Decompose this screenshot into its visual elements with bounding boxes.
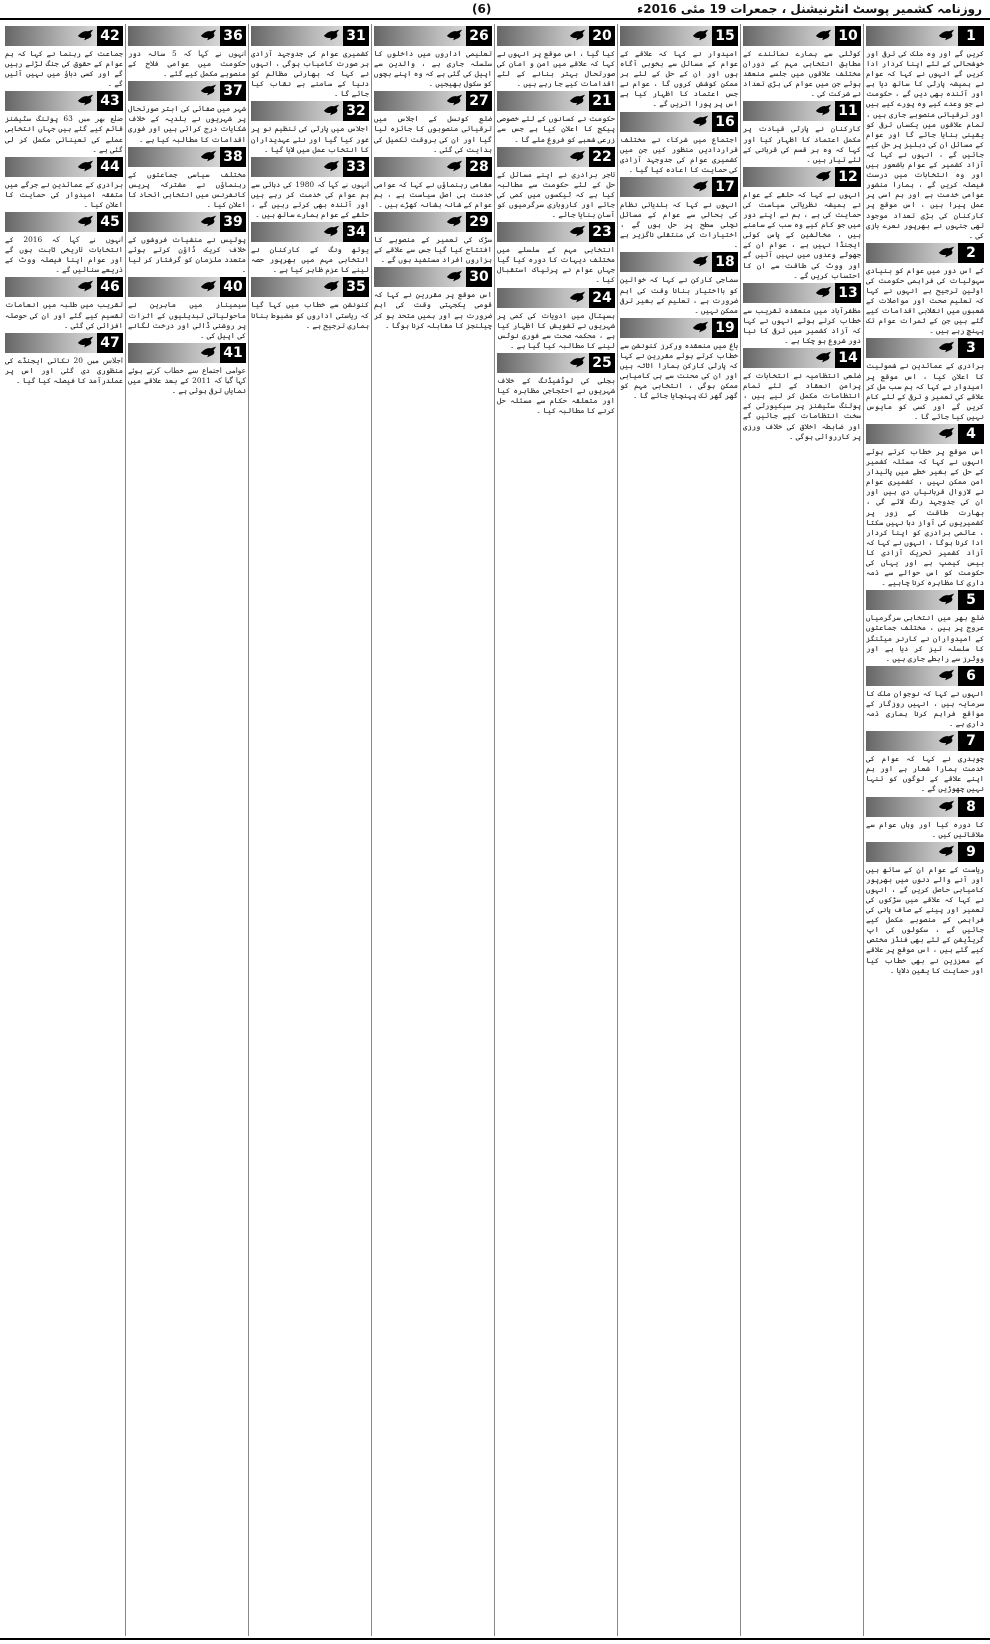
item-number: 43 bbox=[97, 91, 123, 111]
item-text: انہوں نے کہا کہ 5 سالہ دور حکومت میں عوامی فلاح کے منصوبے مکمل کیے گئے ۔ bbox=[128, 49, 246, 79]
item-number-bar bbox=[866, 243, 984, 263]
news-column bbox=[374, 24, 492, 1636]
item-number-bar bbox=[497, 353, 615, 373]
item-number: 20 bbox=[589, 26, 615, 46]
item-text: کا دورہ کیا اور وہاں عوام سے ملاقاتیں کیں ۔ bbox=[866, 819, 984, 839]
dove-icon bbox=[77, 279, 95, 293]
item-text: انہوں نے کہا کہ بلدیاتی نظام کی بحالی سے عوام کے مسائل نچلی سطح پر حل ہوں گے ، اختیارات کی منتقلی ناگزیر ہے ۔ bbox=[620, 199, 738, 250]
item-text: ضلع بھر میں انتخابی سرگرمیاں عروج پر ہیں ، مختلف جماعتوں کے امیدواران نے کارنر میٹنگز کا سلسلہ تیز کر دیا ہے اور ووٹرز سے رابطے جاری ہیں ۔ bbox=[866, 613, 984, 663]
news-item bbox=[866, 338, 984, 422]
news-item bbox=[128, 81, 246, 144]
item-number: 30 bbox=[466, 267, 492, 287]
column-rule bbox=[125, 24, 126, 1636]
dove-icon bbox=[938, 340, 956, 354]
item-number-bar bbox=[743, 283, 861, 303]
item-number-bar bbox=[866, 424, 984, 444]
item-text: سماجی کارکن نے کہا کہ خواتین کو بااختیار بنانا وقت کی اہم ضرورت ہے ، تعلیم کے بغیر ترقی ممکن نہیں ۔ bbox=[620, 275, 738, 315]
news-item bbox=[374, 26, 492, 89]
dove-icon bbox=[446, 269, 464, 283]
item-text: کارکنان نے پارٹی قیادت پر مکمل اعتماد کا اظہار کیا اور کہا کہ وہ ہر قسم کی قربانی کے لئے تیار ہیں ۔ bbox=[743, 124, 861, 164]
item-text: اجلاس میں 20 نکاتی ایجنڈے کی منظوری دی گئی اور اس پر عملدرآمد کا فیصلہ کیا گیا ۔ bbox=[5, 355, 123, 385]
news-item bbox=[128, 147, 246, 210]
item-number: 47 bbox=[97, 333, 123, 353]
news-item bbox=[866, 842, 984, 976]
dove-icon bbox=[692, 320, 710, 334]
dove-icon bbox=[815, 285, 833, 299]
news-item bbox=[620, 318, 738, 402]
news-item bbox=[251, 157, 369, 220]
item-number-bar bbox=[866, 338, 984, 358]
column-rule bbox=[863, 24, 864, 1636]
item-number: 9 bbox=[958, 842, 984, 862]
news-item bbox=[497, 26, 615, 89]
item-number: 44 bbox=[97, 157, 123, 177]
item-number-bar bbox=[866, 666, 984, 686]
dove-icon bbox=[815, 169, 833, 183]
dove-icon bbox=[815, 350, 833, 364]
column-rule bbox=[617, 24, 618, 1636]
column-rule bbox=[371, 24, 372, 1636]
dove-icon bbox=[77, 159, 95, 173]
item-number: 18 bbox=[712, 252, 738, 272]
dove-icon bbox=[446, 159, 464, 173]
news-item bbox=[5, 91, 123, 154]
dove-icon bbox=[569, 149, 587, 163]
item-text: اس موقع پر مقررین نے کہا کہ قومی یکجہتی وقت کی اہم ضرورت ہے اور ہمیں متحد ہو کر چیلنجز کا مقابلہ کرنا ہوگا ۔ bbox=[374, 290, 492, 330]
item-text: انتخابی مہم کے سلسلے میں مختلف دیہات کا دورہ کیا گیا جہاں عوام نے پرتپاک استقبال کیا ۔ bbox=[497, 245, 615, 285]
item-number-bar bbox=[251, 26, 369, 46]
item-number-bar bbox=[866, 26, 984, 46]
item-number-bar bbox=[5, 277, 123, 297]
item-number-bar bbox=[620, 26, 738, 46]
dove-icon bbox=[200, 83, 218, 97]
item-number: 22 bbox=[589, 147, 615, 167]
news-item bbox=[620, 252, 738, 315]
dove-icon bbox=[692, 114, 710, 128]
item-text: ضلعی انتظامیہ نے انتخابات کے پرامن انعقاد کے لئے تمام انتظامات مکمل کر لیے ہیں ، پولنگ سٹیشنز پر سیکیورٹی کے سخت انتظامات کیے جائیں گے اور ضابطہ اخلاق کی خلاف ورزی پر کارروائی ہوگی ۔ bbox=[743, 371, 861, 441]
item-number: 21 bbox=[589, 91, 615, 111]
item-number: 40 bbox=[220, 277, 246, 297]
item-text: کے اس دور میں عوام کو بنیادی سہولیات کی فراہمی حکومت کی اولین ترجیح ہے انہوں نے کہا کہ تعلیم صحت اور مواصلات کے شعبوں میں انقلابی اقدامات کیے گئے ہیں جن کے ثمرات عوام تک پہنچ رہے ہیں ۔ bbox=[866, 265, 984, 336]
item-text: انہوں نے کہا کہ 1980 کی دہائی سے ہم عوام کی خدمت کر رہے ہیں اور آئندہ بھی کرتے رہیں گے ، حلقے کے عوام ہمارے ساتھ ہیں ۔ bbox=[251, 179, 369, 220]
column-rule bbox=[740, 24, 741, 1636]
news-item bbox=[251, 26, 369, 99]
item-number-bar bbox=[251, 101, 369, 121]
news-column bbox=[743, 24, 861, 1636]
item-number-bar bbox=[620, 318, 738, 338]
item-number-bar bbox=[128, 81, 246, 101]
news-item bbox=[866, 424, 984, 588]
item-number-bar bbox=[620, 252, 738, 272]
item-text: بجلی کی لوڈشیڈنگ کے خلاف شہریوں نے احتجاجی مظاہرہ کیا اور متعلقہ حکام سے مسئلہ حل کرنے کا مطالبہ کیا ۔ bbox=[497, 375, 615, 416]
item-text: اجتماع میں شرکاء نے مختلف قراردادیں منظور کیں جن میں کشمیری عوام کی جدوجہد آزادی کی حمایت کا اعادہ کیا گیا ۔ bbox=[620, 134, 738, 174]
item-number-bar bbox=[128, 212, 246, 232]
dove-icon bbox=[446, 28, 464, 42]
item-number: 5 bbox=[958, 590, 984, 610]
item-number: 8 bbox=[958, 797, 984, 817]
news-column bbox=[128, 24, 246, 1636]
dove-icon bbox=[323, 159, 341, 173]
item-text: برادری کے عمائدین نے جرگے میں متفقہ امیدوار کی حمایت کا اعلان کیا ۔ bbox=[5, 179, 123, 209]
news-item bbox=[497, 147, 615, 220]
dove-icon bbox=[200, 28, 218, 42]
item-number: 11 bbox=[835, 101, 861, 121]
item-text: ضلع کونسل کے اجلاس میں ترقیاتی منصوبوں کا جائزہ لیا گیا اور ان کی بروقت تکمیل کی ہدایت کی گئی ۔ bbox=[374, 114, 492, 154]
item-number: 1 bbox=[958, 26, 984, 46]
news-item bbox=[866, 666, 984, 729]
item-number: 33 bbox=[343, 157, 369, 177]
item-text: حکومت نے کسانوں کے لئے خصوصی پیکج کا اعلان کیا ہے جس سے زرعی شعبے کو فروغ ملے گا ۔ bbox=[497, 114, 615, 144]
item-text: کشمیری عوام کی جدوجہد آزادی ہر صورت کامیاب ہوگی ، انہوں نے کہا کہ بھارتی مظالم کو دنیا کے سامنے بے نقاب کیا جائے گا ۔ bbox=[251, 49, 369, 99]
item-text: کنونشن سے خطاب میں کہا گیا کہ ریاستی اداروں کو مضبوط بنانا ہماری ترجیح ہے ۔ bbox=[251, 300, 369, 330]
news-item bbox=[374, 91, 492, 154]
item-number-bar bbox=[497, 222, 615, 242]
news-item bbox=[251, 277, 369, 330]
dove-icon bbox=[200, 149, 218, 163]
item-number: 41 bbox=[220, 343, 246, 363]
item-text: سڑک کی تعمیر کے منصوبے کا افتتاح کیا گیا جس سے علاقے کے ہزاروں افراد مستفید ہوں گے ۔ bbox=[374, 235, 492, 265]
item-number-bar bbox=[5, 212, 123, 232]
item-number-bar bbox=[128, 343, 246, 363]
item-number-bar bbox=[743, 26, 861, 46]
news-item bbox=[743, 26, 861, 99]
news-item bbox=[497, 288, 615, 351]
page-number: (6) bbox=[472, 2, 492, 16]
dove-icon bbox=[200, 345, 218, 359]
item-number: 34 bbox=[343, 222, 369, 242]
item-number: 3 bbox=[958, 338, 984, 358]
dove-icon bbox=[569, 355, 587, 369]
item-text: برادری کے عمائدین نے شمولیت کا اعلان کیا ، اس موقع پر امیدوار نے کہا کہ ہم سب مل کر علاقے کی تعمیر و ترقی کے لئے کام کریں گے اور کسی کو مایوس نہیں کیا جائے گا ۔ bbox=[866, 361, 984, 421]
item-number: 45 bbox=[97, 212, 123, 232]
news-column bbox=[251, 24, 369, 1636]
item-text: اجلاس میں پارٹی کی تنظیم نو پر غور کیا گیا اور نئے عہدیداران کا انتخاب عمل میں لایا گیا ۔ bbox=[251, 124, 369, 154]
dove-icon bbox=[938, 799, 956, 813]
news-item bbox=[866, 731, 984, 794]
news-item bbox=[620, 112, 738, 175]
item-number: 28 bbox=[466, 157, 492, 177]
news-item bbox=[743, 167, 861, 281]
bottom-rule bbox=[0, 1638, 990, 1640]
dove-icon bbox=[692, 254, 710, 268]
masthead bbox=[0, 0, 990, 20]
item-number: 27 bbox=[466, 91, 492, 111]
column-rule bbox=[248, 24, 249, 1636]
item-text: یوتھ ونگ کے کارکنان نے انتخابی مہم میں بھرپور حصہ لینے کا عزم ظاہر کیا ہے ۔ bbox=[251, 245, 369, 275]
dove-icon bbox=[77, 93, 95, 107]
dove-icon bbox=[569, 28, 587, 42]
item-number-bar bbox=[5, 333, 123, 353]
item-number: 37 bbox=[220, 81, 246, 101]
item-number-bar bbox=[374, 91, 492, 111]
news-column bbox=[620, 24, 738, 1636]
item-number-bar bbox=[5, 157, 123, 177]
dove-icon bbox=[692, 179, 710, 193]
dove-icon bbox=[938, 844, 956, 858]
item-text: کوٹلی سے ہمارے نمائندے کے مطابق انتخابی مہم کے دوران مختلف علاقوں میں جلسے منعقد ہوئے جن میں عوام کی بڑی تعداد نے شرکت کی ۔ bbox=[743, 49, 861, 99]
news-item bbox=[866, 243, 984, 337]
item-text: انہوں نے کہا کہ حلقے کے عوام نے ہمیشہ نظریاتی سیاست کی حمایت کی ہے ، ہم نے اپنے دور میں جو کام کیے وہ سب کے سامنے ہیں ، مخالفین کے پاس کوئی ایجنڈا نہیں ہے ، عوام ان کے جھوٹے وعدوں میں نہیں آئیں گے اور ووٹ کی طاقت سے ان کا احتساب کریں گے ۔ bbox=[743, 189, 861, 280]
item-number-bar bbox=[374, 157, 492, 177]
item-text: تعلیمی اداروں میں داخلوں کا سلسلہ جاری ہے ، والدین سے اپیل کی گئی ہے کہ وہ اپنے بچوں کو سکول بھیجیں ۔ bbox=[374, 49, 492, 89]
news-item bbox=[251, 101, 369, 154]
news-item bbox=[497, 91, 615, 144]
news-column bbox=[5, 24, 123, 1636]
item-number-bar bbox=[5, 91, 123, 111]
item-number-bar bbox=[497, 288, 615, 308]
item-text: سیمینار میں ماہرین نے ماحولیاتی تبدیلیوں کے اثرات پر روشنی ڈالی اور درخت لگانے کی اپیل کی ۔ bbox=[128, 300, 246, 340]
news-item bbox=[5, 26, 123, 89]
item-text: ضلع بھر میں 63 پولنگ سٹیشنز قائم کیے گئے ہیں جہاں انتخابی عملے کی تعیناتی مکمل کر لی گئی ہے ۔ bbox=[5, 114, 123, 154]
dove-icon bbox=[815, 103, 833, 117]
dove-icon bbox=[938, 245, 956, 259]
item-number: 32 bbox=[343, 101, 369, 121]
news-item bbox=[866, 590, 984, 663]
dove-icon bbox=[938, 592, 956, 606]
item-number-bar bbox=[374, 212, 492, 232]
item-number: 23 bbox=[589, 222, 615, 242]
item-text: انہوں نے کہا کہ 2016 کے انتخابات تاریخی ثابت ہوں گے اور عوام اپنا فیصلہ ووٹ کے ذریعے سنائیں گے ۔ bbox=[5, 235, 123, 275]
item-text: ہسپتال میں ادویات کی کمی پر شہریوں نے تشویش کا اظہار کیا ہے ، محکمہ صحت سے فوری نوٹس لینے کا مطالبہ کیا گیا ہے ۔ bbox=[497, 310, 615, 350]
item-number-bar bbox=[251, 157, 369, 177]
item-number: 38 bbox=[220, 147, 246, 167]
item-number: 12 bbox=[835, 167, 861, 187]
item-text: کیا گیا ، اس موقع پر انہوں نے کہا کہ علاقے میں امن و امان کی صورتحال بہتر بنانے کے لئے اقدامات کیے جا رہے ہیں ۔ bbox=[497, 49, 615, 89]
dove-icon bbox=[77, 28, 95, 42]
item-number-bar bbox=[620, 177, 738, 197]
item-number: 6 bbox=[958, 666, 984, 686]
news-item bbox=[374, 212, 492, 265]
dove-icon bbox=[323, 103, 341, 117]
dove-icon bbox=[938, 733, 956, 747]
item-number-bar bbox=[743, 167, 861, 187]
news-item bbox=[5, 277, 123, 330]
dove-icon bbox=[569, 93, 587, 107]
news-item bbox=[5, 333, 123, 386]
item-text: پولیس نے منشیات فروشوں کے خلاف کریک ڈاؤن کرتے ہوئے متعدد ملزمان کو گرفتار کر لیا ۔ bbox=[128, 235, 246, 275]
news-item bbox=[374, 267, 492, 330]
dove-icon bbox=[938, 28, 956, 42]
item-number: 36 bbox=[220, 26, 246, 46]
item-number: 25 bbox=[589, 353, 615, 373]
item-number: 19 bbox=[712, 318, 738, 338]
item-number-bar bbox=[497, 26, 615, 46]
item-number: 7 bbox=[958, 731, 984, 751]
item-number: 14 bbox=[835, 348, 861, 368]
news-item bbox=[497, 222, 615, 285]
item-number: 15 bbox=[712, 26, 738, 46]
item-text: مختلف سیاسی جماعتوں کے رہنماؤں نے مشترکہ پریس کانفرنس میں انتخابی اتحاد کا اعلان کیا ۔ bbox=[128, 169, 246, 209]
item-number-bar bbox=[866, 590, 984, 610]
news-item bbox=[128, 26, 246, 79]
item-number: 39 bbox=[220, 212, 246, 232]
news-item bbox=[620, 26, 738, 110]
news-item bbox=[866, 26, 984, 241]
dove-icon bbox=[77, 335, 95, 349]
dove-icon bbox=[938, 668, 956, 682]
dove-icon bbox=[323, 224, 341, 238]
news-item bbox=[251, 222, 369, 275]
item-number-bar bbox=[128, 147, 246, 167]
dove-icon bbox=[200, 214, 218, 228]
item-text: کریں گے اور وہ ملک کی ترقی اور خوشحالی کے لئے اپنا کردار ادا کریں گے انہوں نے کہا کہ عوام نے ہمیشہ پارٹی کا ساتھ دیا ہے اور آئندہ بھی دیں گے ، حکومت نے جو وعدے کیے وہ پورے کیے ہیں اور ترقیاتی منصوبے جاری ہیں ، تمام علاقوں میں یکساں ترقی کو یقینی بنایا جائے گا اور عوام کے مسائل ان کی دہلیز پر حل کیے جائیں گے ، انہوں نے کہا کہ آزاد کشمیر کے عوام باشعور ہیں اور وہ انتخابات میں درست فیصلہ کریں گے ، ہمارا منشور عوامی خدمت ہے اور ہم اسی پر عمل پیرا ہیں ، اس موقع پر کارکنان کی بڑی تعداد موجود تھی جنہوں نے بھرپور نعرے بازی کی ۔ bbox=[866, 49, 984, 240]
item-text: شہر میں صفائی کی ابتر صورتحال پر شہریوں نے بلدیہ کے خلاف شکایات درج کرائی ہیں اور فوری اقدامات کا مطالبہ کیا ہے ۔ bbox=[128, 104, 246, 144]
news-column bbox=[866, 24, 984, 1636]
item-text: عوامی اجتماع سے خطاب کرتے ہوئے کہا گیا کہ 2011 کے بعد علاقے میں نمایاں ترقی ہوئی ہے ۔ bbox=[128, 365, 246, 395]
item-number: 2 bbox=[958, 243, 984, 263]
item-number: 42 bbox=[97, 26, 123, 46]
item-number: 17 bbox=[712, 177, 738, 197]
news-item bbox=[128, 212, 246, 275]
dove-icon bbox=[200, 279, 218, 293]
news-item bbox=[743, 283, 861, 346]
news-item bbox=[620, 177, 738, 250]
item-number: 4 bbox=[958, 424, 984, 444]
dove-icon bbox=[323, 28, 341, 42]
item-number: 16 bbox=[712, 112, 738, 132]
item-number-bar bbox=[497, 91, 615, 111]
dove-icon bbox=[323, 279, 341, 293]
item-number: 10 bbox=[835, 26, 861, 46]
item-number-bar bbox=[251, 277, 369, 297]
item-number-bar bbox=[866, 842, 984, 862]
news-item bbox=[866, 797, 984, 840]
item-number: 35 bbox=[343, 277, 369, 297]
item-text: ریاست کے عوام ان کے ساتھ ہیں اور آنے والے دنوں میں بھرپور کامیابی حاصل کریں گے ، انہوں نے کہا کہ علاقے میں سڑکوں کی تعمیر اور پینے کے صاف پانی کی فراہمی کے منصوبے مکمل کیے جائیں گے ، سکولوں کی اپ گریڈیشن کے لئے بھی فنڈز مختص کیے گئے ہیں ، اس موقع پر علاقے کے معززین نے بھی خطاب کیا اور حمایت کا یقین دلایا ۔ bbox=[866, 864, 984, 975]
news-item bbox=[128, 343, 246, 396]
news-item bbox=[5, 212, 123, 275]
item-text: اس موقع پر خطاب کرتے ہوئے انہوں نے کہا کہ مسئلہ کشمیر کے حل کے بغیر خطے میں پائیدار امن ممکن نہیں ، کشمیری عوام نے لازوال قربانیاں دی ہیں اور ان کی جدوجہد رنگ لائے گی ، بھارت طاقت کے زور پر کشمیریوں کی آواز دبا نہیں سکتا ، عالمی برادری کو اپنا کردار ادا کرنا ہوگا ، انہوں نے کہا کہ آزاد کشمیر تحریک آزادی کا بیس کیمپ ہے اور یہاں کی حکومت کو اس حوالے سے ذمہ داری کا مظاہرہ کرنا چاہیے ۔ bbox=[866, 447, 984, 588]
item-text: چوہدری نے کہا کہ عوام کی خدمت ہمارا شعار ہے اور ہم اپنے علاقے کے لوگوں کو تنہا نہیں چھوڑیں گے ۔ bbox=[866, 754, 984, 794]
item-number-bar bbox=[128, 26, 246, 46]
item-number-bar bbox=[743, 101, 861, 121]
item-number: 31 bbox=[343, 26, 369, 46]
dove-icon bbox=[692, 28, 710, 42]
item-number-bar bbox=[5, 26, 123, 46]
news-item bbox=[5, 157, 123, 210]
item-number-bar bbox=[374, 26, 492, 46]
item-text: تاجر برادری نے اپنے مسائل کے حل کے لئے حکومت سے مطالبہ کیا ہے کہ ٹیکسوں میں کمی کی جائے اور کاروباری سرگرمیوں کو آسان بنایا جائے ۔ bbox=[497, 169, 615, 220]
item-number-bar bbox=[866, 731, 984, 751]
item-text: انہوں نے کہا کہ نوجوان ملک کا سرمایہ ہیں ، انہیں روزگار کے مواقع فراہم کرنا ہماری ذمہ داری ہے ۔ bbox=[866, 688, 984, 729]
news-column bbox=[497, 24, 615, 1636]
item-text: امیدوار نے کہا کہ علاقے کے عوام کے مسائل سے بخوبی آگاہ ہوں اور ان کے حل کے لئے ہر ممکن کوشش کروں گا ، عوام نے جس اعتماد کا اظہار کیا ہے اس پر پورا اتریں گے ۔ bbox=[620, 49, 738, 109]
dove-icon bbox=[569, 290, 587, 304]
dove-icon bbox=[569, 224, 587, 238]
item-text: مقامی رہنماؤں نے کہا کہ عوامی خدمت ہی اصل سیاست ہے ، ہم عوام کے شانہ بشانہ کھڑے ہیں ۔ bbox=[374, 179, 492, 209]
item-number-bar bbox=[743, 348, 861, 368]
item-number-bar bbox=[497, 147, 615, 167]
item-text: باغ میں منعقدہ ورکرز کنونشن سے خطاب کرتے ہوئے مقررین نے کہا کہ پارٹی کارکن ہمارا اثاثہ ہیں اور ان کی محنت سے ہی کامیابی ممکن ہوگی ، انتخابی مہم کو گھر گھر تک پہنچایا جائے گا ۔ bbox=[620, 340, 738, 401]
item-number-bar bbox=[866, 797, 984, 817]
item-number-bar bbox=[128, 277, 246, 297]
item-number: 24 bbox=[589, 288, 615, 308]
item-number: 46 bbox=[97, 277, 123, 297]
news-item bbox=[374, 157, 492, 210]
dove-icon bbox=[77, 214, 95, 228]
item-text: مظفرآباد میں منعقدہ تقریب سے خطاب کرتے ہوئے انہوں نے کہا کہ آزاد کشمیر میں ترقی کا نیا دور شروع ہو چکا ہے ۔ bbox=[743, 305, 861, 345]
column-rule bbox=[494, 24, 495, 1636]
item-number: 13 bbox=[835, 283, 861, 303]
dove-icon bbox=[446, 214, 464, 228]
item-number: 29 bbox=[466, 212, 492, 232]
item-number: 26 bbox=[466, 26, 492, 46]
item-number-bar bbox=[620, 112, 738, 132]
newspaper-title: روزنامہ کشمیر پوسٹ انٹرنیشنل ، جمعرات 19 مئی 2016ء bbox=[637, 2, 982, 16]
news-item bbox=[128, 277, 246, 340]
item-text: تقریب میں طلبہ میں انعامات تقسیم کیے گئے اور ان کی حوصلہ افزائی کی گئی ۔ bbox=[5, 300, 123, 330]
item-text: جماعت کے رہنما نے کہا کہ ہم عوام کے حقوق کی جنگ لڑتے رہیں گے اور کسی دباؤ میں نہیں آئیں گے ۔ bbox=[5, 49, 123, 89]
item-number-bar bbox=[374, 267, 492, 287]
dove-icon bbox=[446, 93, 464, 107]
news-item bbox=[497, 353, 615, 416]
dove-icon bbox=[938, 426, 956, 440]
news-item bbox=[743, 348, 861, 442]
item-number-bar bbox=[251, 222, 369, 242]
news-item bbox=[743, 101, 861, 164]
dove-icon bbox=[815, 28, 833, 42]
